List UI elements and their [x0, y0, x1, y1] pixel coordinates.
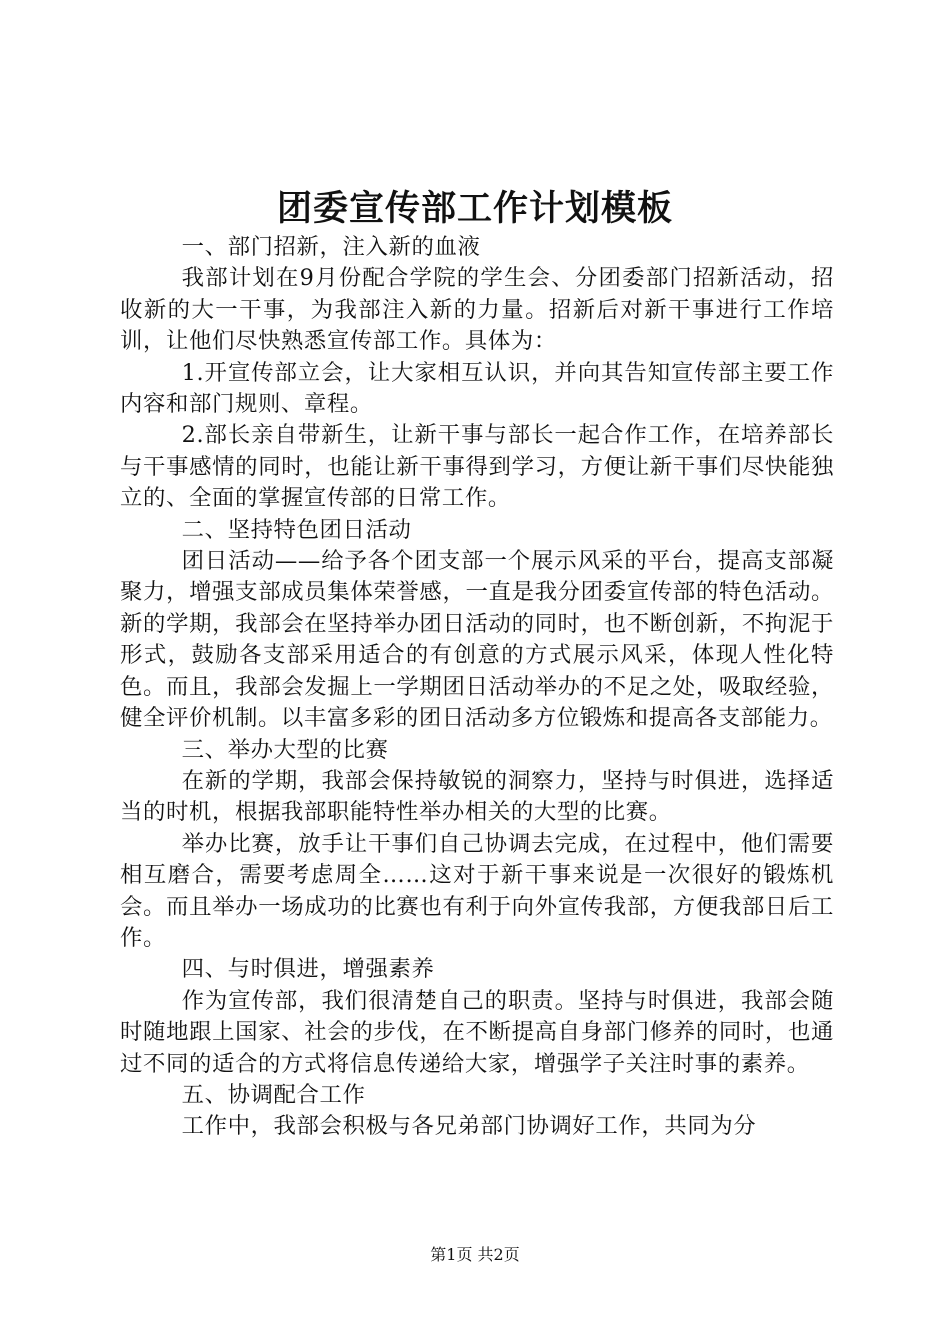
document-body [120, 232, 834, 1143]
page-number-footer: 第1页 共2页 [430, 1245, 520, 1264]
paragraph: 我部计划在9月份配合学院的学生会、分团委部门招新活动，招收新的大一干事，为我部注入新的力量。招新后对新干事进行工作培训，让他们尽快熟悉宣传部工作。具体为： [120, 265, 834, 355]
section-heading-3: 三、举办大型的比赛 [181, 736, 389, 763]
paragraph: 1.开宣传部立会，让大家相互认识，并向其告知宣传部主要工作内容和部门规则、章程。 [120, 359, 834, 418]
paragraph: 工作中，我部会积极与各兄弟部门协调好工作，共同为分 [181, 1113, 757, 1140]
section-heading-2: 二、坚持特色团日活动 [181, 516, 412, 543]
paragraph: 作为宣传部，我们很清楚自己的职责。坚持与时俱进，我部会随时随地跟上国家、社会的步伐，在不断提高自身部门修养的同时，也通过不同的适合的方式将信息传递给大家，增强学子关注时事的素养。 [120, 987, 834, 1077]
paragraph: 举办比赛，放手让干事们自己协调去完成，在过程中，他们需要相互磨合，需要考虑周全……这对于新干事来说是一次很好的锻炼机会。而且举办一场成功的比赛也有利于向外宣传我部，方便我部日后工作。 [120, 830, 834, 951]
section-heading-5: 五、协调配合工作 [181, 1081, 366, 1108]
paragraph: 团日活动——给予各个团支部一个展示风采的平台，提高支部凝聚力，增强支部成员集体荣誉感，一直是我分团委宣传部的特色活动。新的学期，我部会在坚持举办团日活动的同时，也不断创新，不拘泥于形式，鼓励各支部采用适合的有创意的方式展示风采，体现人性化特色。而且，我部会发掘上一学期团日活动举办的不足之处，吸取经验，健全评价机制。以丰富多彩的团日活动多方位锻炼和提高各支部能力。 [120, 548, 834, 732]
document-title: 团委宣传部工作计划模板 [276, 188, 673, 229]
section-heading-4: 四、与时俱进，增强素养 [181, 956, 435, 983]
section-heading-1: 一、部门招新，注入新的血液 [181, 234, 481, 260]
paragraph: 在新的学期，我部会保持敏锐的洞察力，坚持与时俱进，选择适当的时机，根据我部职能特性举办相关的大型的比赛。 [120, 767, 834, 826]
paragraph: 2.部长亲自带新生，让新干事与部长一起合作工作，在培养部长与干事感情的同时，也能让新干事得到学习，方便让新干事们尽快能独立的、全面的掌握宣传部的日常工作。 [120, 422, 834, 512]
